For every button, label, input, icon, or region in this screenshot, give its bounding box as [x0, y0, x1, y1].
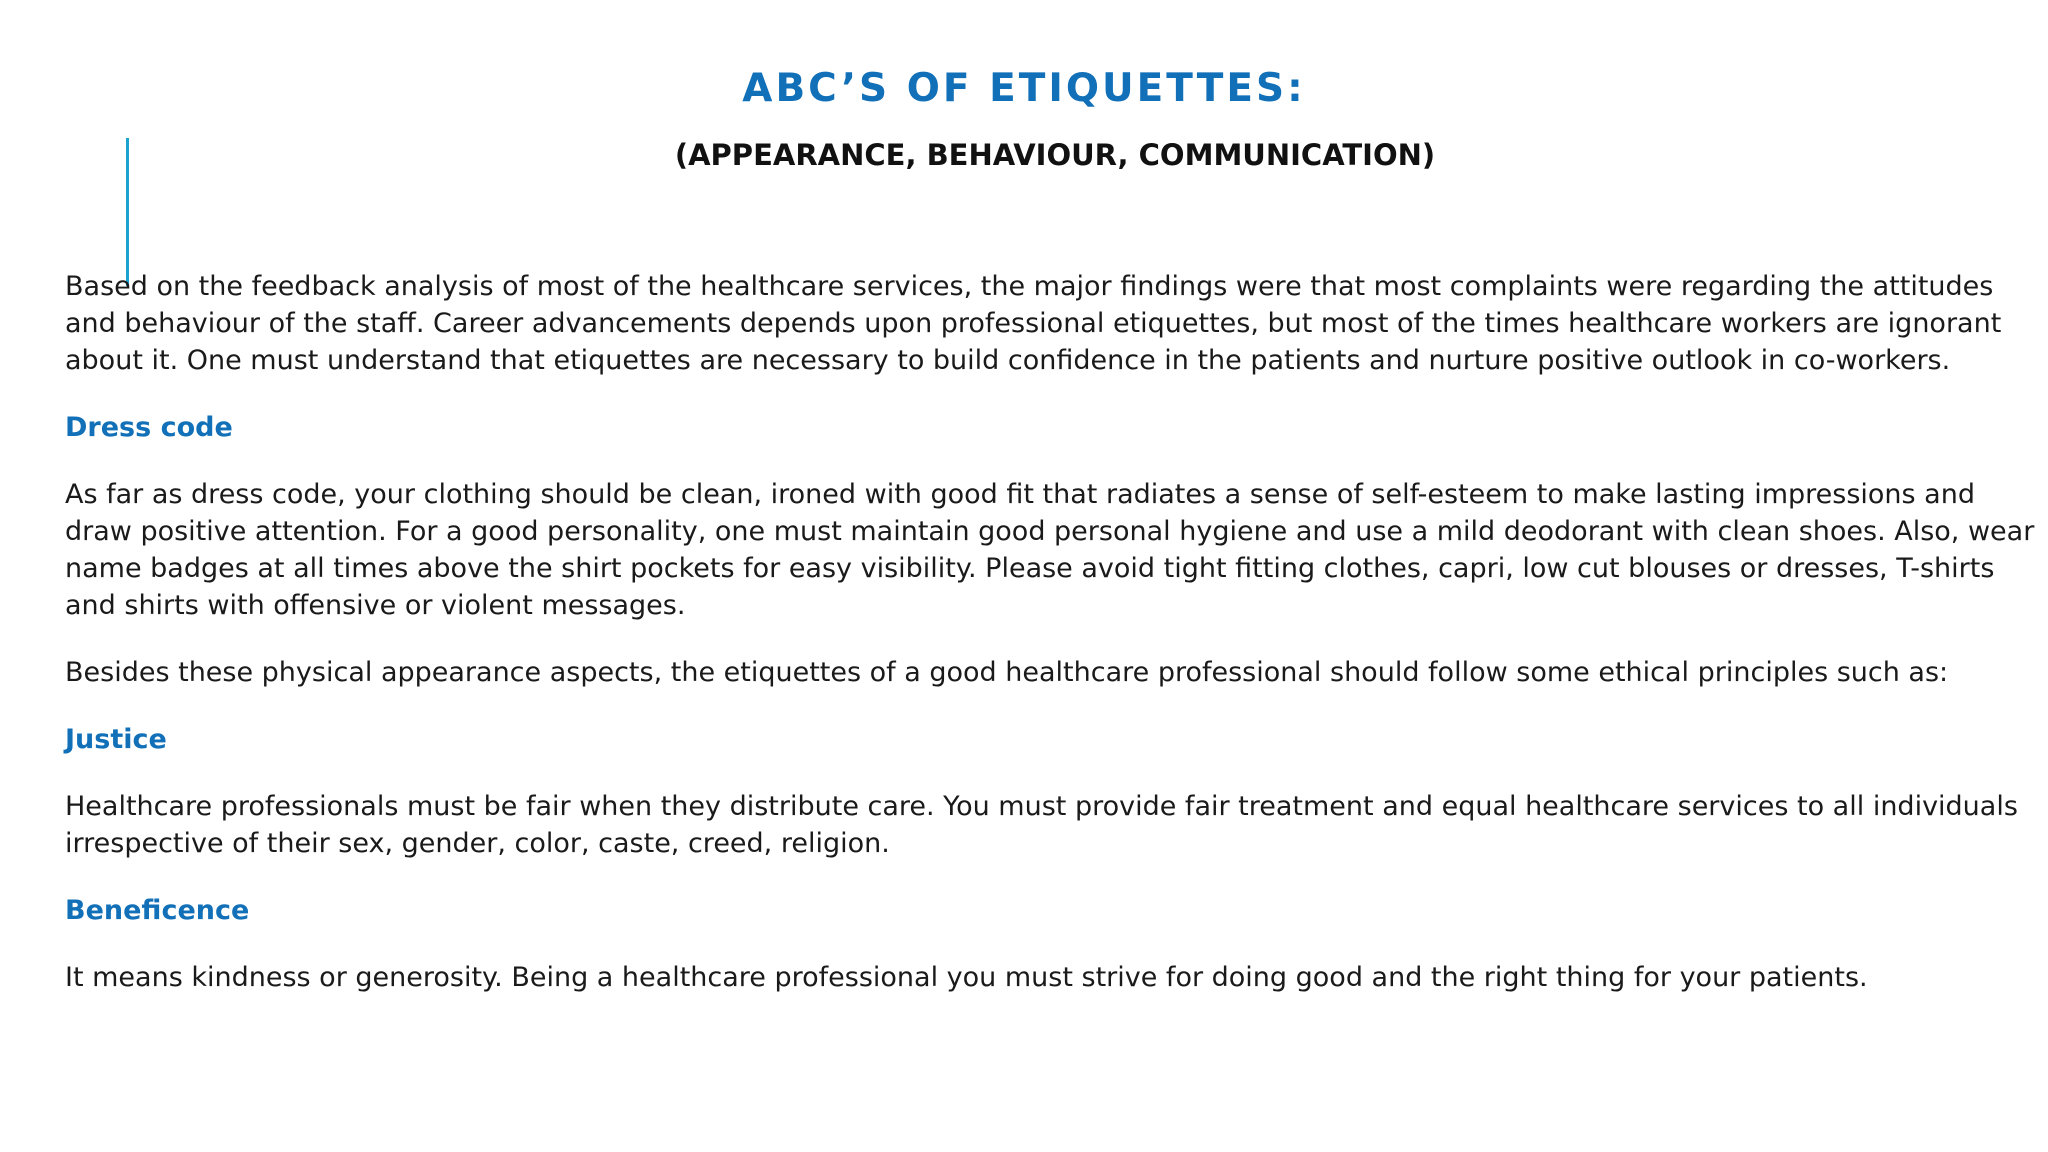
section-heading-dress-code: Dress code — [65, 412, 233, 443]
beneficence-paragraph: It means kindness or generosity. Being a healthcare professional you must strive for doing good and the right thing for your patients. — [65, 962, 1868, 993]
slide-body — [65, 268, 2045, 1026]
dress-code-paragraph: As far as dress code, your clothing should be clean, ironed with good fit that radiates a sense of self-esteem to make lasting impressions and draw positive attention. For a good personality, one must maintain good personal hygiene and use a mild deodorant with clean shoes. Also, wear name badges at all times above the shirt pockets for easy visibility. Please avoid tight fitting clothes, capri, low cut blouses or dresses, T-shirts and shirts with offensive or violent messages. — [65, 479, 2035, 621]
section-heading-beneficence: Beneficence — [65, 895, 250, 926]
ethical-principles-paragraph: Besides these physical appearance aspects, the etiquettes of a good healthcare professional should follow some ethical principles such as: — [65, 657, 1949, 688]
intro-paragraph: Based on the feedback analysis of most of the healthcare services, the major findings were that most complaints were regarding the attitudes and behaviour of the staff. Career advancements depends upon professional etiquettes, but most of the times healthcare workers are ignorant about it. One must understand that etiquettes are necessary to build confidence in the patients and nurture positive outlook in co-workers. — [65, 271, 2002, 376]
slide-subtitle: (APPEARANCE, BEHAVIOUR, COMMUNICATION) — [674, 138, 1436, 172]
slide-title: ABC’S OF ETIQUETTES: — [742, 66, 1306, 111]
section-heading-justice: Justice — [65, 724, 167, 755]
justice-paragraph: Healthcare professionals must be fair when they distribute care. You must provide fair treatment and equal healthcare services to all individuals irrespective of their sex, gender, color, caste, creed, religion. — [65, 791, 2018, 859]
